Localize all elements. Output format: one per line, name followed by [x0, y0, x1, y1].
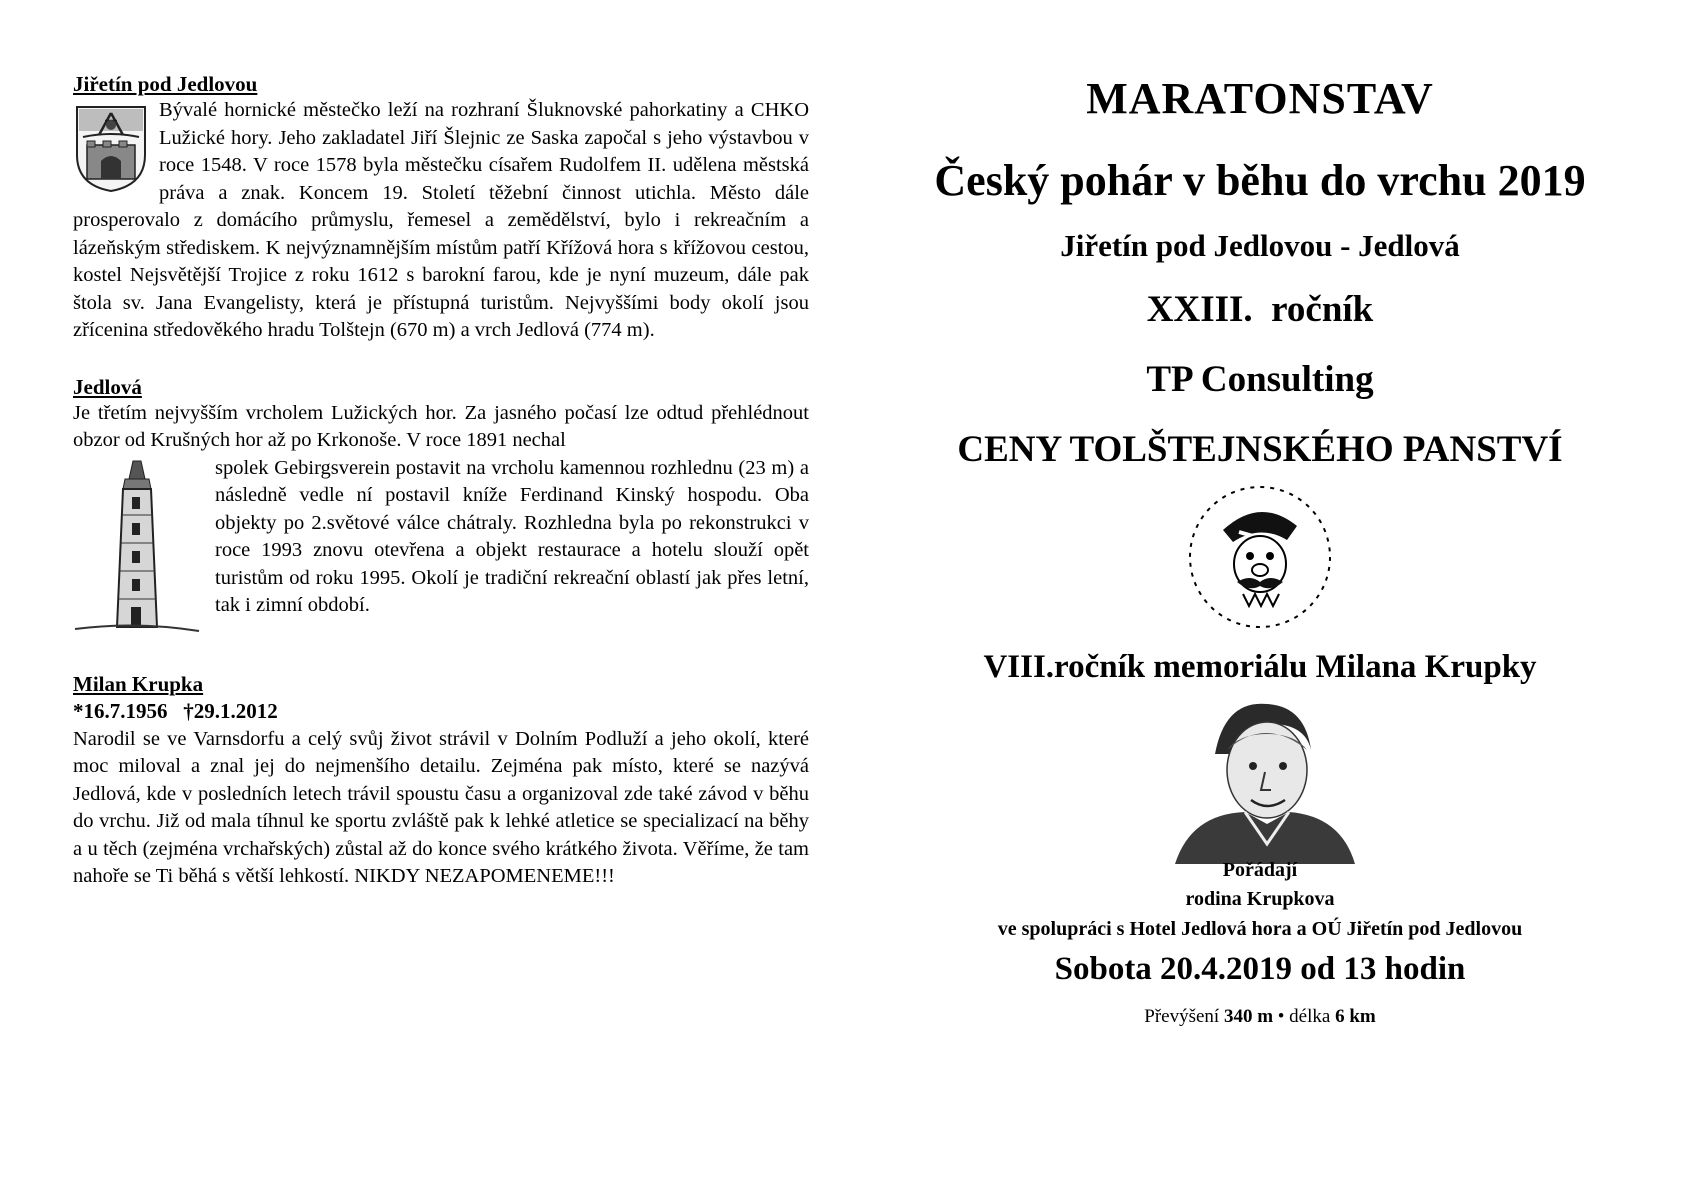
- elevation-label: Převýšení: [1144, 1006, 1220, 1027]
- milan-krupka-portrait: [1155, 694, 1365, 864]
- elevation-value: 340 m: [1223, 1006, 1274, 1027]
- event-title: Český pohár v běhu do vrchu 2019: [934, 156, 1586, 205]
- section-text-jedlova-intro: Je třetím nejvyšším vrcholem Lužických hor. Za jasného počasí lze odtud přehlédnout obzor od Krušných hor až po Krkonoše. V roce 1891 nechal: [73, 401, 809, 451]
- organizers-label: Pořádají: [1222, 859, 1298, 881]
- edition-title: XXIII. ročník: [1146, 289, 1374, 330]
- organizers-family: rodina Krupkova: [1185, 888, 1335, 910]
- section-text-milan-krupka: Narodil se ve Varnsdorfu a celý svůj život strávil v Dolním Podluží a jeho okolí, které moc miloval a znal jej do nejmenšího detailu. Zejména pak místo, které se nazývá Jedlová, kde v posledních letech trávil spoustu času a organizoval zde také závod v běhu do vrchu. Již od mala tíhnul ke sportu zvláště pak k lehké atletice se specializací na běhy a u těch (zejména vrchařských) zůstal až do konce svého krátkého života. Věříme, že tam nahoře se Ti běhá s větší lehkostí. NIKDY NEZAPOMENEME!!!: [73, 727, 809, 887]
- section-text-jiretin: Bývalé hornické městečko leží na rozhraní Šluknovské pahorkatiny a CHKO Lužické hory. Jeho zakladatel Jiří Šlejnic ze Saska započal s jeho výstavbou v roce 1548. V roce 1578 byla městečku císařem Rudolfem II. udělena městská práva a znak. Koncem 19. Století těžební činnost utichla. Město dále prosperovalo z domácího průmyslu, řemesel a zemědělství, bylo i rekreačním a lázeňským střediskem. K nejvýznamnějším místům patří Křížová hora s křížovou cestou, kostel Nejsvětější Trojice z roku 1612 s barokní farou, kde je nyní muzeum, dále pak štola sv. Jana Evangelisty, která je přístupná turistům. Nejvyššími body okolí jsou zřícenina středověkého hradu Tolštejn (670 m) a vrch Jedlová (774 m).: [73, 99, 809, 341]
- left-column: [73, 72, 809, 891]
- length-label: délka: [1289, 1006, 1331, 1027]
- stats-separator: •: [1277, 1006, 1285, 1027]
- town-coat-of-arms-icon: [73, 101, 149, 193]
- length-value: 6 km: [1335, 1006, 1376, 1027]
- section-title-jedlova: Jedlová: [73, 374, 142, 399]
- route-title: Jiřetín pod Jedlovou - Jedlová: [1060, 228, 1460, 263]
- route-stats: [880, 1004, 1640, 1030]
- tolstejn-panstvi-logo: [1175, 482, 1345, 632]
- sponsor-title: TP Consulting: [1146, 359, 1374, 400]
- section-title-jiretin: Jiřetín pod Jedlovou: [73, 72, 258, 96]
- section-title-milan-krupka: Milan Krupka: [73, 671, 204, 696]
- organizers-partners: ve spolupráci s Hotel Jedlová hora a OÚ Jiřetín pod Jedlovou: [997, 918, 1523, 940]
- right-column: [880, 70, 1640, 1030]
- prize-title: CENY TOLŠTEJNSKÉHO PANSTVÍ: [957, 429, 1563, 470]
- life-dates: *16.7.1956 †29.1.2012: [73, 698, 278, 723]
- brand-title: MARATONSTAV: [1086, 74, 1434, 123]
- section-text-jedlova-body: spolek Gebirgsverein postavit na vrcholu kamennou rozhlednu (23 m) a následně vedle ní postavil kníže Ferdinand Kinský hospodu. Oba objekty po 2.světové válce chátraly. Rozhledna byla po rekonstrukci v roce 1993 znovu otevřena a objekt restaurace a hotelu slouží opět turistům od roku 1995. Okolí je tradiční rekreační oblastí jak přes letní, tak i zimní období.: [215, 456, 809, 616]
- event-date: Sobota 20.4.2019 od 13 hodin: [1054, 951, 1466, 987]
- memorial-title: VIII.ročník memoriálu Milana Krupky: [983, 649, 1537, 685]
- lookout-tower-icon: [73, 457, 201, 642]
